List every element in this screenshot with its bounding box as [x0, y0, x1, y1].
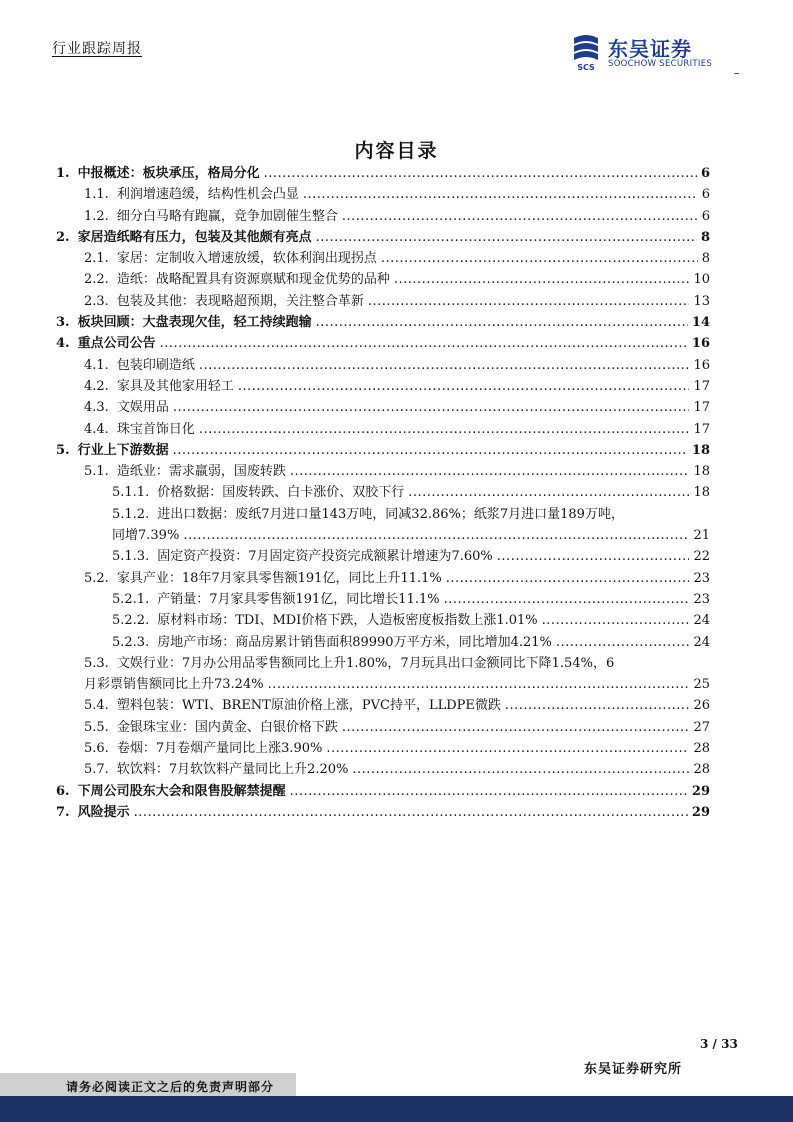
toc-entry-page: 28 — [693, 741, 710, 757]
toc-entry-title: 细分白马略有跑赢，竞争加剧催生整合 — [116, 208, 338, 224]
disclaimer-text: 请务必阅读正文之后的免责声明部分 — [66, 1080, 275, 1094]
toc-entry-number: 4.3. — [84, 400, 109, 416]
toc-entry-page: 10 — [693, 272, 710, 288]
report-type-label: 行业跟踪周报 — [52, 41, 142, 57]
table-of-contents — [52, 163, 710, 823]
toc-entry-number: 6. — [56, 783, 70, 799]
toc-entry[interactable] — [52, 695, 710, 716]
toc-leader-dots — [134, 802, 688, 823]
toc-entry-page: 18 — [693, 485, 710, 501]
toc-entry[interactable] — [52, 568, 710, 589]
toc-entry-number: 4.4. — [84, 421, 109, 437]
toc-entry-number: 5.3. — [84, 655, 109, 671]
toc-entry[interactable] — [52, 632, 710, 653]
toc-entry[interactable] — [52, 610, 710, 631]
toc-entry[interactable] — [52, 738, 710, 759]
toc-entry-page: 13 — [693, 293, 710, 309]
toc-leader-dots — [290, 781, 688, 802]
toc-entry-page: 17 — [693, 421, 710, 437]
toc-entry-number: 5.2.1. — [112, 591, 150, 607]
toc-entry-page: 21 — [693, 528, 710, 544]
footer-bar — [0, 1096, 793, 1122]
toc-entry[interactable] — [52, 376, 710, 397]
toc-entry-continuation[interactable] — [52, 525, 710, 546]
scs-logo-icon — [568, 32, 604, 72]
toc-entry-page: 24 — [693, 634, 710, 650]
toc-leader-dots — [556, 632, 690, 653]
toc-leader-dots — [408, 482, 689, 503]
toc-entry-number: 5.7. — [84, 762, 109, 778]
toc-entry[interactable] — [52, 546, 710, 567]
toc-entry-continuation[interactable] — [52, 674, 710, 695]
toc-entry-title: 家具及其他家用轻工 — [116, 378, 234, 394]
toc-entry-number: 5.1.3. — [112, 549, 150, 565]
toc-entry-title: 风险提示 — [77, 804, 130, 820]
toc-entry-page: 8 — [700, 229, 710, 245]
toc-entry-page: 22 — [693, 549, 710, 565]
toc-entry-page: 27 — [693, 719, 710, 735]
toc-entry-number: 4.1. — [84, 357, 109, 373]
toc-entry-page: 6 — [701, 187, 710, 203]
logo-chinese-name: 东吴证券 — [608, 37, 692, 61]
toc-entry-number: 1.2. — [84, 208, 109, 224]
toc-entry[interactable] — [52, 461, 710, 482]
toc-entry-number: 5.1.2. — [112, 506, 150, 522]
toc-entry-page: 6 — [701, 208, 710, 224]
toc-entry[interactable] — [52, 291, 710, 312]
toc-entry[interactable] — [52, 269, 710, 290]
toc-entry[interactable] — [52, 653, 710, 674]
toc-entry-title: 包装及其他：表现略超预期，关注整合革新 — [116, 293, 364, 309]
toc-leader-dots — [199, 419, 690, 440]
toc-entry-title: 原材料市场：TDI、MDI价格下跌，人造板密度板指数上涨1.01% — [157, 613, 538, 629]
toc-entry-title: 价格数据：国废转跌、白卡涨价、双胶下行 — [157, 485, 405, 501]
toc-entry-page: 29 — [691, 783, 710, 799]
toc-entry[interactable] — [52, 355, 710, 376]
toc-entry-title: 固定资产投资：7月固定资产投资完成额累计增速为7.60% — [157, 549, 493, 565]
toc-entry-title-continued: 月彩票销售额同比上升73.24% — [84, 677, 264, 693]
toc-leader-dots — [446, 568, 690, 589]
toc-entry-title: 下周公司股东大会和限售股解禁提醒 — [77, 783, 286, 799]
toc-title: 内容目录 — [354, 140, 439, 162]
toc-entry-title: 塑料包装：WTI、BRENT原油价格上涨，PVC持平，LLDPE微跌 — [116, 698, 501, 714]
toc-entry-page: 29 — [691, 804, 710, 820]
toc-leader-dots — [497, 546, 690, 567]
toc-leader-dots — [342, 717, 690, 738]
toc-leader-dots — [183, 525, 689, 546]
toc-entry-title: 行业上下游数据 — [77, 442, 169, 458]
toc-entry-title: 家居：定制收入增速放缓，软体利润出现拐点 — [116, 251, 377, 267]
toc-entry-number: 5.5. — [84, 719, 109, 735]
toc-entry-page: 18 — [691, 442, 710, 458]
toc-entry-title: 珠宝首饰日化 — [116, 421, 195, 437]
toc-entry-title: 卷烟：7月卷烟产量同比上涨3.90% — [116, 741, 323, 757]
toc-entry-number: 3. — [56, 315, 70, 331]
toc-entry-number: 2.1. — [84, 251, 109, 267]
toc-entry-page: 28 — [693, 762, 710, 778]
toc-entry-number: 2.3. — [84, 293, 109, 309]
toc-entry-number: 1.1. — [84, 187, 109, 203]
toc-leader-dots — [352, 759, 689, 780]
toc-entry[interactable] — [52, 759, 710, 780]
toc-entry[interactable] — [52, 312, 710, 333]
toc-leader-dots — [264, 163, 697, 184]
toc-entry-page: 18 — [693, 464, 710, 480]
logo-english-name: SOOCHOW SECURITIES — [608, 59, 713, 69]
toc-entry-title: 软饮料：7月软饮料产量同比上升2.20% — [116, 762, 349, 778]
logo-abbr: SCS — [577, 63, 595, 72]
toc-leader-dots — [268, 674, 690, 695]
toc-leader-dots — [444, 589, 690, 610]
toc-entry-title: 重点公司公告 — [77, 336, 156, 352]
toc-entry-title: 包装印刷造纸 — [116, 357, 195, 373]
toc-entry-number: 5.2.2. — [112, 613, 150, 629]
toc-entry-page: 8 — [701, 251, 710, 267]
toc-entry-title: 进出口数据：废纸7月进口量143万吨，同减32.86%；纸浆7月进口量189万吨， — [157, 506, 624, 522]
toc-leader-dots — [238, 376, 690, 397]
toc-entry[interactable] — [52, 440, 710, 461]
toc-entry-title: 房地产市场：商品房累计销售面积89990万平方米，同比增加4.21% — [157, 634, 552, 650]
company-logo — [568, 32, 738, 76]
toc-entry-number: 4. — [56, 336, 70, 352]
toc-entry-number: 5. — [56, 442, 70, 458]
toc-entry-title: 文娱行业：7月办公用品零售额同比上升1.80%，7月玩具出口金额同比下降1.54%，6 — [116, 655, 615, 671]
toc-entry-number: 5.1. — [84, 464, 109, 480]
toc-entry-number: 5.4. — [84, 698, 109, 714]
toc-entry-title: 造纸：战略配置具有资源禀赋和现金优势的品种 — [116, 272, 390, 288]
toc-entry-page: 6 — [700, 166, 710, 181]
toc-entry[interactable] — [52, 802, 710, 823]
page-number: 3 / 33 — [700, 1037, 738, 1051]
footer-company-name: 东吴证券研究所 — [584, 1062, 683, 1077]
toc-entry[interactable] — [52, 482, 710, 503]
toc-entry[interactable] — [52, 227, 710, 248]
toc-entry-title: 利润增速趋缓，结构性机会凸显 — [116, 187, 299, 203]
toc-entry-title: 板块回顾：大盘表现欠佳，轻工持续跑输 — [77, 315, 312, 331]
toc-leader-dots — [160, 333, 688, 354]
toc-entry-page: 17 — [693, 378, 710, 394]
toc-leader-dots — [394, 269, 690, 290]
toc-entry-number: 2.2. — [84, 272, 109, 288]
toc-leader-dots — [303, 184, 698, 205]
toc-entry-number: 2. — [56, 229, 70, 245]
header-mark — [734, 73, 739, 74]
toc-entry-title: 造纸业：需求羸弱，国废转跌 — [116, 464, 286, 480]
toc-entry-title: 家居造纸略有压力，包装及其他颇有亮点 — [77, 229, 312, 245]
toc-entry-number: 5.1.1. — [112, 485, 150, 501]
toc-leader-dots — [342, 206, 698, 227]
toc-leader-dots — [368, 291, 690, 312]
toc-entry-number: 5.2. — [84, 570, 109, 586]
toc-entry[interactable] — [52, 504, 710, 525]
toc-entry-page: 14 — [691, 315, 710, 331]
toc-entry-title: 家具产业：18年7月家具零售额191亿，同比上升11.1% — [116, 570, 442, 586]
toc-entry[interactable] — [52, 163, 710, 184]
toc-entry-title: 中报概述：板块承压，格局分化 — [77, 166, 260, 181]
toc-leader-dots — [316, 312, 688, 333]
toc-entry-number: 5.6. — [84, 741, 109, 757]
toc-entry[interactable] — [52, 184, 710, 205]
toc-leader-dots — [542, 610, 690, 631]
toc-entry-number: 1. — [56, 166, 70, 181]
toc-entry-page: 16 — [691, 336, 710, 352]
toc-entry-page: 26 — [693, 698, 710, 714]
toc-entry[interactable] — [52, 397, 710, 418]
toc-entry-page: 25 — [693, 677, 710, 693]
toc-leader-dots — [290, 461, 690, 482]
toc-leader-dots — [381, 248, 698, 269]
toc-entry[interactable] — [52, 206, 710, 227]
toc-entry-page: 17 — [693, 400, 710, 416]
toc-leader-dots — [316, 227, 697, 248]
toc-entry[interactable] — [52, 589, 710, 610]
toc-entry[interactable] — [52, 333, 710, 354]
toc-entry[interactable] — [52, 419, 710, 440]
toc-entry-page: 23 — [693, 570, 710, 586]
toc-entry-number: 7. — [56, 804, 70, 820]
toc-entry-title: 文娱用品 — [116, 400, 169, 416]
toc-entry[interactable] — [52, 717, 710, 738]
toc-entry-number: 5.2.3. — [112, 634, 150, 650]
toc-entry-page: 24 — [693, 613, 710, 629]
toc-entry[interactable] — [52, 781, 710, 802]
toc-leader-dots — [173, 397, 690, 418]
toc-entry-title-continued: 同增7.39% — [112, 528, 180, 544]
toc-leader-dots — [505, 695, 690, 716]
toc-entry-number: 4.2. — [84, 378, 109, 394]
toc-leader-dots — [173, 440, 688, 461]
toc-entry-title: 产销量：7月家具零售额191亿，同比增长11.1% — [157, 591, 440, 607]
toc-entry-title: 金银珠宝业：国内黄金、白银价格下跌 — [116, 719, 338, 735]
toc-entry-page: 23 — [693, 591, 710, 607]
toc-leader-dots — [199, 355, 690, 376]
toc-entry-page: 16 — [693, 357, 710, 373]
toc-leader-dots — [326, 738, 689, 759]
toc-entry[interactable] — [52, 248, 710, 269]
